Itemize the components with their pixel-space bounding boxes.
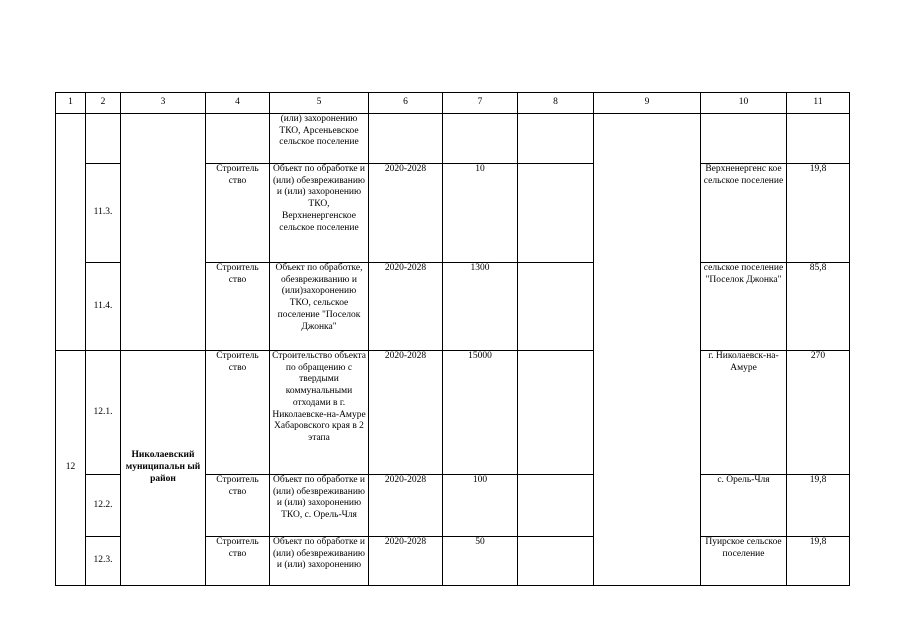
period: 2020-2028 bbox=[369, 537, 443, 586]
object-description: Объект по обработке и (или) обезвреживанию и (или) захоронению ТКО, Верхненергенское сельское поселение bbox=[270, 164, 369, 263]
header-row bbox=[56, 93, 850, 114]
column-header: 11 bbox=[787, 93, 850, 114]
period: 2020-2028 bbox=[369, 475, 443, 537]
work-type: Строитель ство bbox=[206, 164, 270, 263]
col8-value bbox=[518, 263, 594, 351]
subitem-number: 12.2. bbox=[86, 475, 121, 537]
period: 2020-2028 bbox=[369, 351, 443, 475]
column-header: 2 bbox=[86, 93, 121, 114]
column-header: 6 bbox=[369, 93, 443, 114]
period: 2020-2028 bbox=[369, 164, 443, 263]
location bbox=[701, 114, 787, 164]
col8-value bbox=[518, 351, 594, 475]
col8-value bbox=[518, 114, 594, 164]
location: г. Николаевск-на-Амуре bbox=[701, 351, 787, 475]
location: с. Орель-Чля bbox=[701, 475, 787, 537]
work-type: Строитель ство bbox=[206, 351, 270, 475]
document-table bbox=[55, 92, 850, 586]
object-description: Объект по обработке и (или) обезвреживанию и (или) захоронению ТКО, с. Орель-Чля bbox=[270, 475, 369, 537]
location: Верхненергенс кое сельское поселение bbox=[701, 164, 787, 263]
subitem-number bbox=[86, 114, 121, 164]
area-value: 19,8 bbox=[787, 537, 850, 586]
subitem-number: 11.3. bbox=[86, 164, 121, 263]
capacity: 15000 bbox=[443, 351, 518, 475]
location: сельское поселение "Поселок Джонка" bbox=[701, 263, 787, 351]
capacity: 50 bbox=[443, 537, 518, 586]
col8-value bbox=[518, 537, 594, 586]
row-number: 12 bbox=[56, 351, 86, 586]
capacity: 100 bbox=[443, 475, 518, 537]
area-value bbox=[787, 114, 850, 164]
period: 2020-2028 bbox=[369, 263, 443, 351]
subitem-number: 11.4. bbox=[86, 263, 121, 351]
column-header: 4 bbox=[206, 93, 270, 114]
column-header: 7 bbox=[443, 93, 518, 114]
area-value: 19,8 bbox=[787, 164, 850, 263]
district-cell bbox=[121, 114, 206, 351]
column-header: 5 bbox=[270, 93, 369, 114]
capacity bbox=[443, 114, 518, 164]
area-value: 85,8 bbox=[787, 263, 850, 351]
column-header: 3 bbox=[121, 93, 206, 114]
column-header: 10 bbox=[701, 93, 787, 114]
subitem-number: 12.1. bbox=[86, 351, 121, 475]
work-type: Строитель ство bbox=[206, 537, 270, 586]
work-type bbox=[206, 114, 270, 164]
location: Пуирское сельское поселение bbox=[701, 537, 787, 586]
subitem-number: 12.3. bbox=[86, 537, 121, 586]
col9-cell bbox=[594, 114, 701, 586]
object-description: Объект по обработке и (или) обезвреживанию и (или) захоронению bbox=[270, 537, 369, 586]
capacity: 1300 bbox=[443, 263, 518, 351]
col8-value bbox=[518, 475, 594, 537]
capacity: 10 bbox=[443, 164, 518, 263]
object-description: (или) захоронению ТКО, Арсеньевское сельское поселение bbox=[270, 114, 369, 164]
table-row bbox=[56, 114, 850, 164]
work-type: Строитель ство bbox=[206, 263, 270, 351]
row-number-cell bbox=[56, 114, 86, 351]
object-description: Объект по обработке, обезвреживанию и (или)захоронению ТКО, сельское поселение "Поселок Джонка" bbox=[270, 263, 369, 351]
area-value: 19,8 bbox=[787, 475, 850, 537]
area-value: 270 bbox=[787, 351, 850, 475]
period bbox=[369, 114, 443, 164]
column-header: 9 bbox=[594, 93, 701, 114]
object-description: Строительство объекта по обращению с твердыми коммунальными отходами в г. Николаевске-на-Амуре Хабаровского края в 2 этапа bbox=[270, 351, 369, 475]
column-header: 1 bbox=[56, 93, 86, 114]
column-header: 8 bbox=[518, 93, 594, 114]
table-row bbox=[56, 351, 850, 475]
col8-value bbox=[518, 164, 594, 263]
district-name: Николаевский муниципальн ый район bbox=[121, 351, 206, 586]
work-type: Строитель ство bbox=[206, 475, 270, 537]
